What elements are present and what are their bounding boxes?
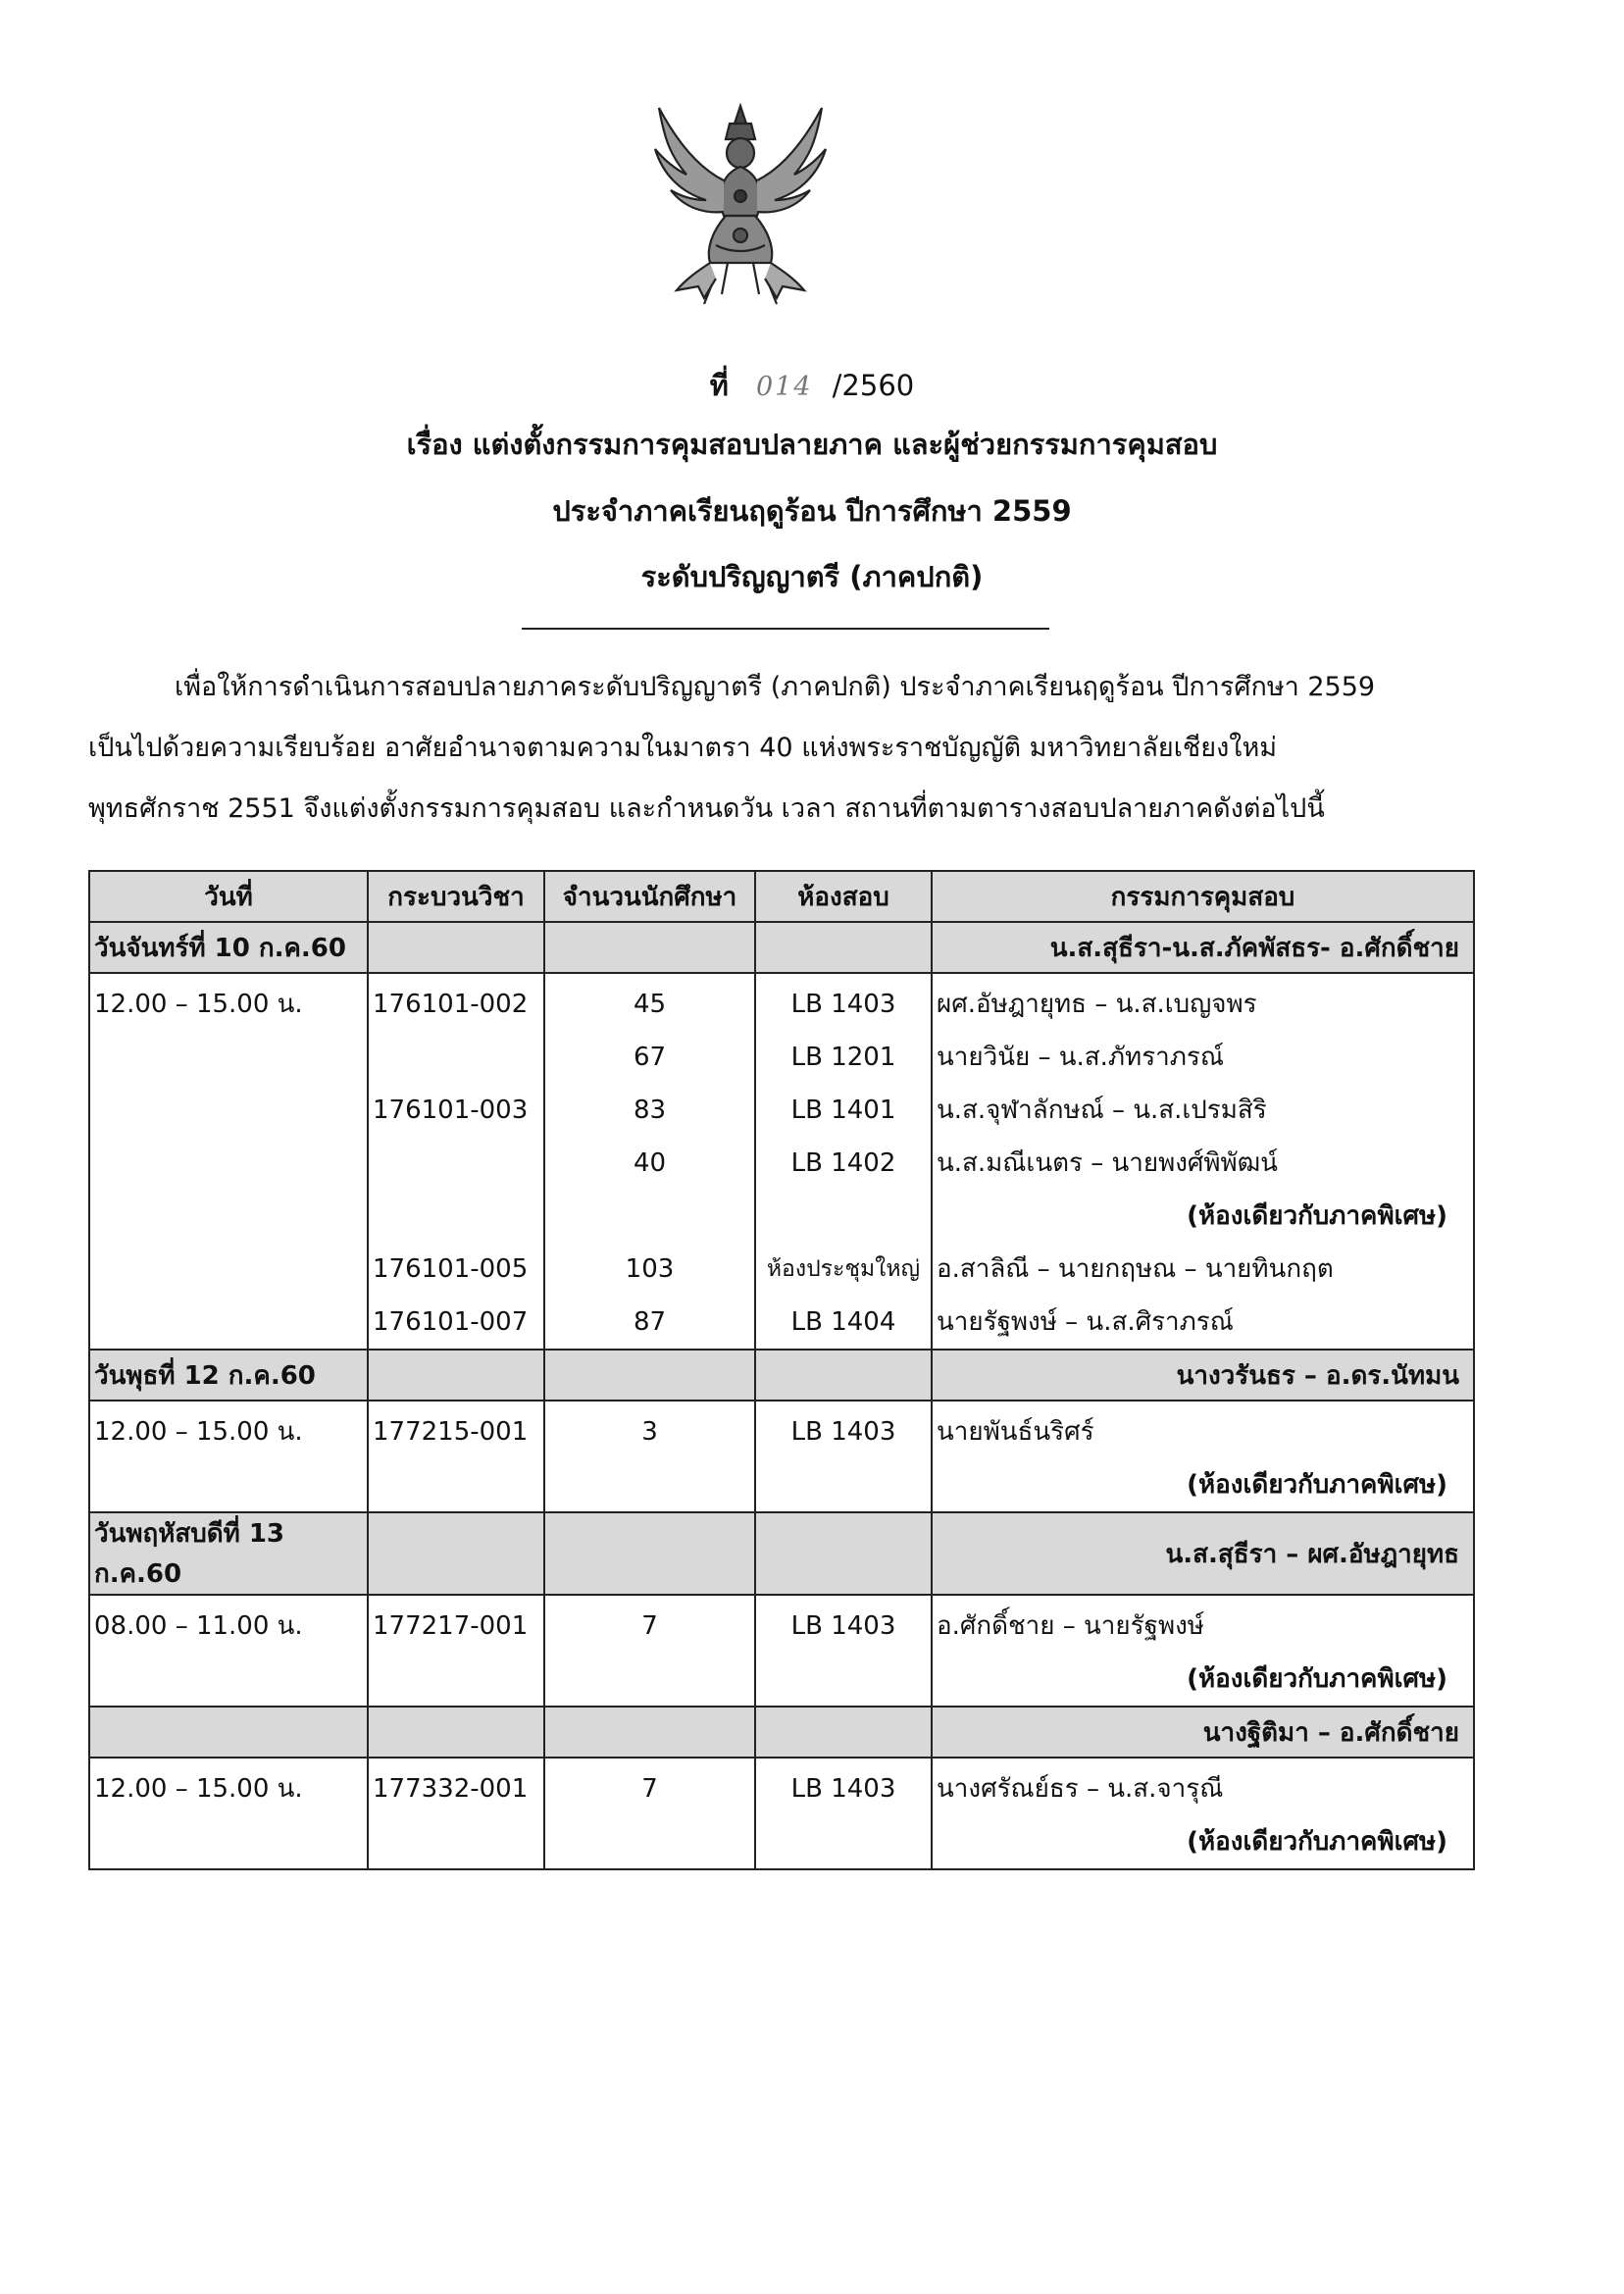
document-subtitle-level: ระดับปริญญาตรี (ภาคปกติ) — [640, 560, 984, 593]
header-course: กระบวนวิชา — [368, 871, 544, 922]
exam-room: LB 1403 — [790, 1611, 896, 1641]
course-code — [373, 1190, 539, 1243]
document-number — [0, 363, 1624, 408]
day-proctors: นางฐิติมา – อ.ศักดิ์ชาย — [932, 1707, 1474, 1758]
day-label: วันพุธที่ 12 ก.ค.60 — [89, 1350, 368, 1401]
proctor-names: ผศ.อัษฎายุทธ – น.ส.เบญจพร — [937, 990, 1257, 1019]
course-code — [373, 1031, 539, 1084]
course-code — [373, 1815, 539, 1868]
header-students: จำนวนนักศึกษา — [544, 871, 755, 922]
course-code — [373, 1458, 539, 1511]
same-room-note: (ห้องเดียวกับภาคพิเศษ) — [1187, 1664, 1447, 1694]
course-code: 176101-003 — [373, 1096, 529, 1125]
day-label: วันจันทร์ที่ 10 ก.ค.60 — [89, 922, 368, 973]
student-count: 67 — [633, 1043, 667, 1072]
day-proctors: น.ส.สุธีรา-น.ส.ภัคพัสธร- อ.ศักดิ์ชาย — [932, 922, 1474, 973]
student-count — [549, 1190, 750, 1243]
proctor-names: นายรัฐพงษ์ – น.ส.ศิราภรณ์ — [937, 1307, 1234, 1337]
session-row — [89, 1758, 1474, 1869]
paragraph-line-3: พุทธศักราช 2551 จึงแต่งตั้งกรรมการคุมสอบ และกำหนดวัน เวลา สถานที่ตามตารางสอบปลายภาคดังต่อไปนี้ — [88, 793, 1325, 824]
course-code: 176101-007 — [373, 1307, 529, 1337]
same-room-note: (ห้องเดียวกับภาคพิเศษ) — [1187, 1470, 1447, 1500]
paragraph-line-1: เพื่อให้การดำเนินการสอบปลายภาคระดับปริญญาตรี (ภาคปกติ) ประจำภาคเรียนฤดูร้อน ปีการศึกษา 2559 — [175, 672, 1376, 702]
proctor-names: นายพันธ์นริศร์ — [937, 1417, 1094, 1447]
day-label: วันพฤหัสบดีที่ 13 ก.ค.60 — [89, 1512, 368, 1595]
exam-room: LB 1403 — [790, 1774, 896, 1804]
paragraph-line-2: เป็นไปด้วยความเรียบร้อย อาศัยอำนาจตามความในมาตรา 40 แห่งพระราชบัญญัติ มหาวิทยาลัยเชียงใหม่ — [88, 733, 1278, 763]
student-count — [549, 1653, 750, 1706]
exam-room: LB 1403 — [790, 990, 896, 1019]
exam-room: ห้องประชุมใหญ่ — [766, 1256, 921, 1282]
document-subject: เรื่อง แต่งตั้งกรรมการคุมสอบปลายภาค และผู้ช่วยกรรมการคุมสอบ — [406, 428, 1218, 461]
proctor-names: น.ส.จุฬาลักษณ์ – น.ส.เปรมสิริ — [937, 1096, 1267, 1125]
session-time: 08.00 – 11.00 น. — [94, 1611, 303, 1641]
exam-room — [760, 1815, 927, 1868]
session-row — [89, 1595, 1474, 1707]
day-row — [89, 1512, 1474, 1595]
header-room: ห้องสอบ — [755, 871, 932, 922]
same-room-note: (ห้องเดียวกับภาคพิเศษ) — [1187, 1201, 1447, 1231]
student-count: 7 — [641, 1774, 658, 1804]
course-code: 177332-001 — [373, 1774, 529, 1804]
proctor-names: นางศรัณย์ธร – น.ส.จารุณี — [937, 1774, 1224, 1804]
garuda-emblem — [647, 98, 834, 309]
student-count: 40 — [633, 1148, 667, 1178]
document-number-handwritten: 014 — [756, 372, 813, 402]
document-subtitle-term: ประจำภาคเรียนฤดูร้อน ปีการศึกษา 2559 — [552, 494, 1072, 528]
session-time: 12.00 – 15.00 น. — [94, 1417, 303, 1447]
student-count: 87 — [633, 1307, 667, 1337]
day-proctors: นางวรันธร – อ.ดร.นัทมน — [932, 1350, 1474, 1401]
course-code: 177215-001 — [373, 1417, 529, 1447]
course-code — [373, 1137, 539, 1190]
student-count: 3 — [641, 1417, 658, 1447]
day-row — [89, 1707, 1474, 1758]
student-count: 103 — [625, 1254, 675, 1284]
exam-room — [760, 1458, 927, 1511]
session-time: 12.00 – 15.00 น. — [94, 990, 303, 1019]
exam-room: LB 1401 — [790, 1096, 896, 1125]
exam-room — [760, 1190, 927, 1243]
session-row — [89, 1401, 1474, 1512]
exam-room — [760, 1653, 927, 1706]
proctor-names: น.ส.มณีเนตร – นายพงศ์พิพัฒน์ — [937, 1148, 1278, 1178]
document-number-year: /2560 — [832, 369, 915, 402]
course-code — [373, 1653, 539, 1706]
proctor-names: นายวินัย – น.ส.ภัทราภรณ์ — [937, 1043, 1224, 1072]
document-number-prefix: ที่ — [709, 369, 729, 402]
day-row — [89, 1350, 1474, 1401]
exam-room: LB 1404 — [790, 1307, 896, 1337]
proctor-names: อ.ศักดิ์ชาย – นายรัฐพงษ์ — [937, 1611, 1204, 1641]
student-count: 7 — [641, 1611, 658, 1641]
day-label — [89, 1707, 368, 1758]
day-proctors: น.ส.สุธีรา – ผศ.อัษฎายุทธ — [932, 1512, 1474, 1595]
exam-room: LB 1403 — [790, 1417, 896, 1447]
heading-divider — [522, 628, 1049, 630]
student-count: 45 — [633, 990, 667, 1019]
header-date: วันที่ — [89, 871, 368, 922]
proctor-names: อ.สาลิณี – นายกฤษณ – นายทินกฤต — [937, 1254, 1334, 1284]
course-code: 176101-002 — [373, 990, 529, 1019]
student-count: 83 — [633, 1096, 667, 1125]
exam-room: LB 1201 — [790, 1043, 896, 1072]
exam-schedule-table — [88, 870, 1475, 1870]
day-row — [89, 922, 1474, 973]
student-count — [549, 1458, 750, 1511]
student-count — [549, 1815, 750, 1868]
course-code: 177217-001 — [373, 1611, 529, 1641]
exam-room: LB 1402 — [790, 1148, 896, 1178]
session-time: 12.00 – 15.00 น. — [94, 1774, 303, 1804]
course-code: 176101-005 — [373, 1254, 529, 1284]
same-room-note: (ห้องเดียวกับภาคพิเศษ) — [1187, 1827, 1447, 1857]
session-row — [89, 973, 1474, 1350]
header-proctors: กรรมการคุมสอบ — [932, 871, 1474, 922]
table-header-row — [89, 871, 1474, 922]
